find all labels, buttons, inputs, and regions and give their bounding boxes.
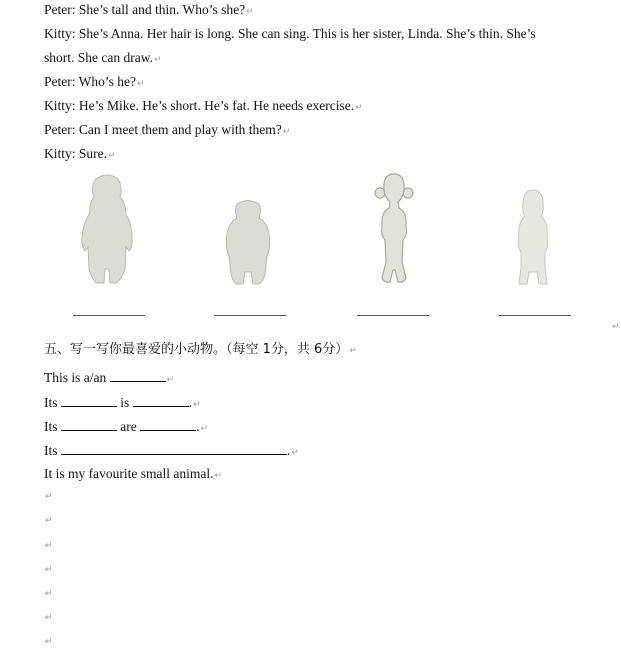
dialogue-text: She’s Anna. Her hair is long. She can sing. This is her sister, Linda. She’s thin. She’s	[78, 26, 536, 41]
section-5-line-1	[44, 369, 174, 388]
answer-blank[interactable]	[61, 394, 117, 407]
figure-anna-tall-thin	[76, 173, 138, 289]
speaker: Peter	[44, 2, 72, 17]
answer-blank[interactable]	[61, 442, 287, 455]
dialogue-line-7: Kitty: Sure.↵	[44, 146, 116, 161]
section-5-line-4: Its .↵	[44, 443, 299, 458]
section-5-line-3: Its are .↵	[44, 419, 209, 434]
answer-blank[interactable]	[133, 394, 189, 407]
dialogue-line-5: Kitty: He’s Mike. He’s short. He’s fat. He needs exercise.↵	[44, 98, 363, 113]
answer-blank[interactable]	[110, 369, 166, 382]
paragraph-mark-icon: ↵	[282, 127, 291, 137]
dialogue-line-4: Peter: Who’s he?↵	[44, 74, 145, 89]
line-text: Its	[44, 419, 58, 434]
paragraph-mark-icon: ↵	[612, 322, 620, 332]
speaker: Kitty	[44, 146, 72, 161]
paragraph-mark-icon: ↵	[246, 7, 254, 17]
paragraph-mark-icon: ↵	[193, 400, 201, 410]
dialogue-text: short. She can draw.	[44, 50, 153, 65]
section-5-heading	[44, 342, 357, 359]
speaker: Peter	[44, 122, 72, 137]
figure-mike-short-fat	[223, 198, 273, 288]
paragraph-mark-icon: ↵	[45, 637, 53, 647]
line-text: Its	[44, 443, 58, 458]
answer-blank[interactable]	[140, 418, 196, 431]
dialogue-line-3	[44, 50, 162, 68]
paragraph-mark-icon: ↵	[214, 471, 223, 481]
name-blank-4[interactable]	[499, 315, 571, 316]
paragraph-mark-icon: ↵	[45, 589, 53, 599]
speaker: Peter	[44, 74, 72, 89]
dialogue-text: Who’s he?	[78, 74, 136, 89]
line-text: Its	[44, 395, 58, 410]
name-blank-3[interactable]	[357, 315, 429, 316]
dialogue-text: Can I meet them and play with them?	[78, 122, 282, 137]
dialogue-text: Sure.	[78, 146, 108, 161]
section-5-line-5	[44, 466, 222, 484]
line-text: It is my favourite small animal.	[44, 466, 214, 481]
dialogue-text: He’s Mike. He’s short. He’s fat. He needs exercise.	[78, 98, 355, 113]
paragraph-mark-icon: ↵	[355, 103, 363, 113]
figure-linda-pigtails	[372, 170, 416, 288]
section-5-title: 五、写一写你最喜爱的小动物。（每空 1分，共 6分）	[44, 342, 349, 357]
name-blank-1[interactable]	[73, 315, 145, 316]
paragraph-mark-icon: ↵	[153, 55, 162, 65]
paragraph-mark-icon: ↵	[200, 424, 209, 434]
answer-blank[interactable]	[61, 418, 117, 431]
paragraph-mark-icon: ↵	[137, 79, 145, 89]
line-text: are	[120, 419, 137, 434]
paragraph-mark-icon: ↵	[45, 516, 53, 526]
paragraph-mark-icon: ↵	[45, 613, 53, 623]
dialogue-line-6: Peter: Can I meet them and play with them?↵	[44, 122, 291, 137]
speaker: Kitty	[44, 26, 72, 41]
paragraph-mark-icon: ↵	[45, 492, 53, 502]
dialogue-line-2: Kitty: She’s Anna. Her hair is long. She can sing. This is her sister, Linda. She’s thin. She’s	[44, 26, 536, 41]
figure-short-thin-girl	[515, 188, 551, 288]
paragraph-mark-icon: ↵	[166, 375, 175, 385]
dialogue-line-1: Peter: She’s tall and thin. Who’s she?↵	[44, 2, 254, 17]
dialogue-text: She’s tall and thin. Who’s she?	[78, 2, 246, 17]
paragraph-mark-icon: ↵	[45, 541, 53, 551]
paragraph-mark-icon: ↵	[108, 151, 116, 161]
paragraph-mark-icon: ↵	[45, 565, 53, 575]
line-text: is	[120, 395, 130, 410]
name-blank-2[interactable]	[214, 315, 286, 316]
section-5-line-2: Its is .↵	[44, 395, 201, 410]
speaker: Kitty	[44, 98, 72, 113]
paragraph-mark-icon: ↵	[291, 448, 299, 458]
line-text: This is a/an	[44, 370, 107, 385]
paragraph-mark-icon: ↵	[349, 346, 357, 356]
